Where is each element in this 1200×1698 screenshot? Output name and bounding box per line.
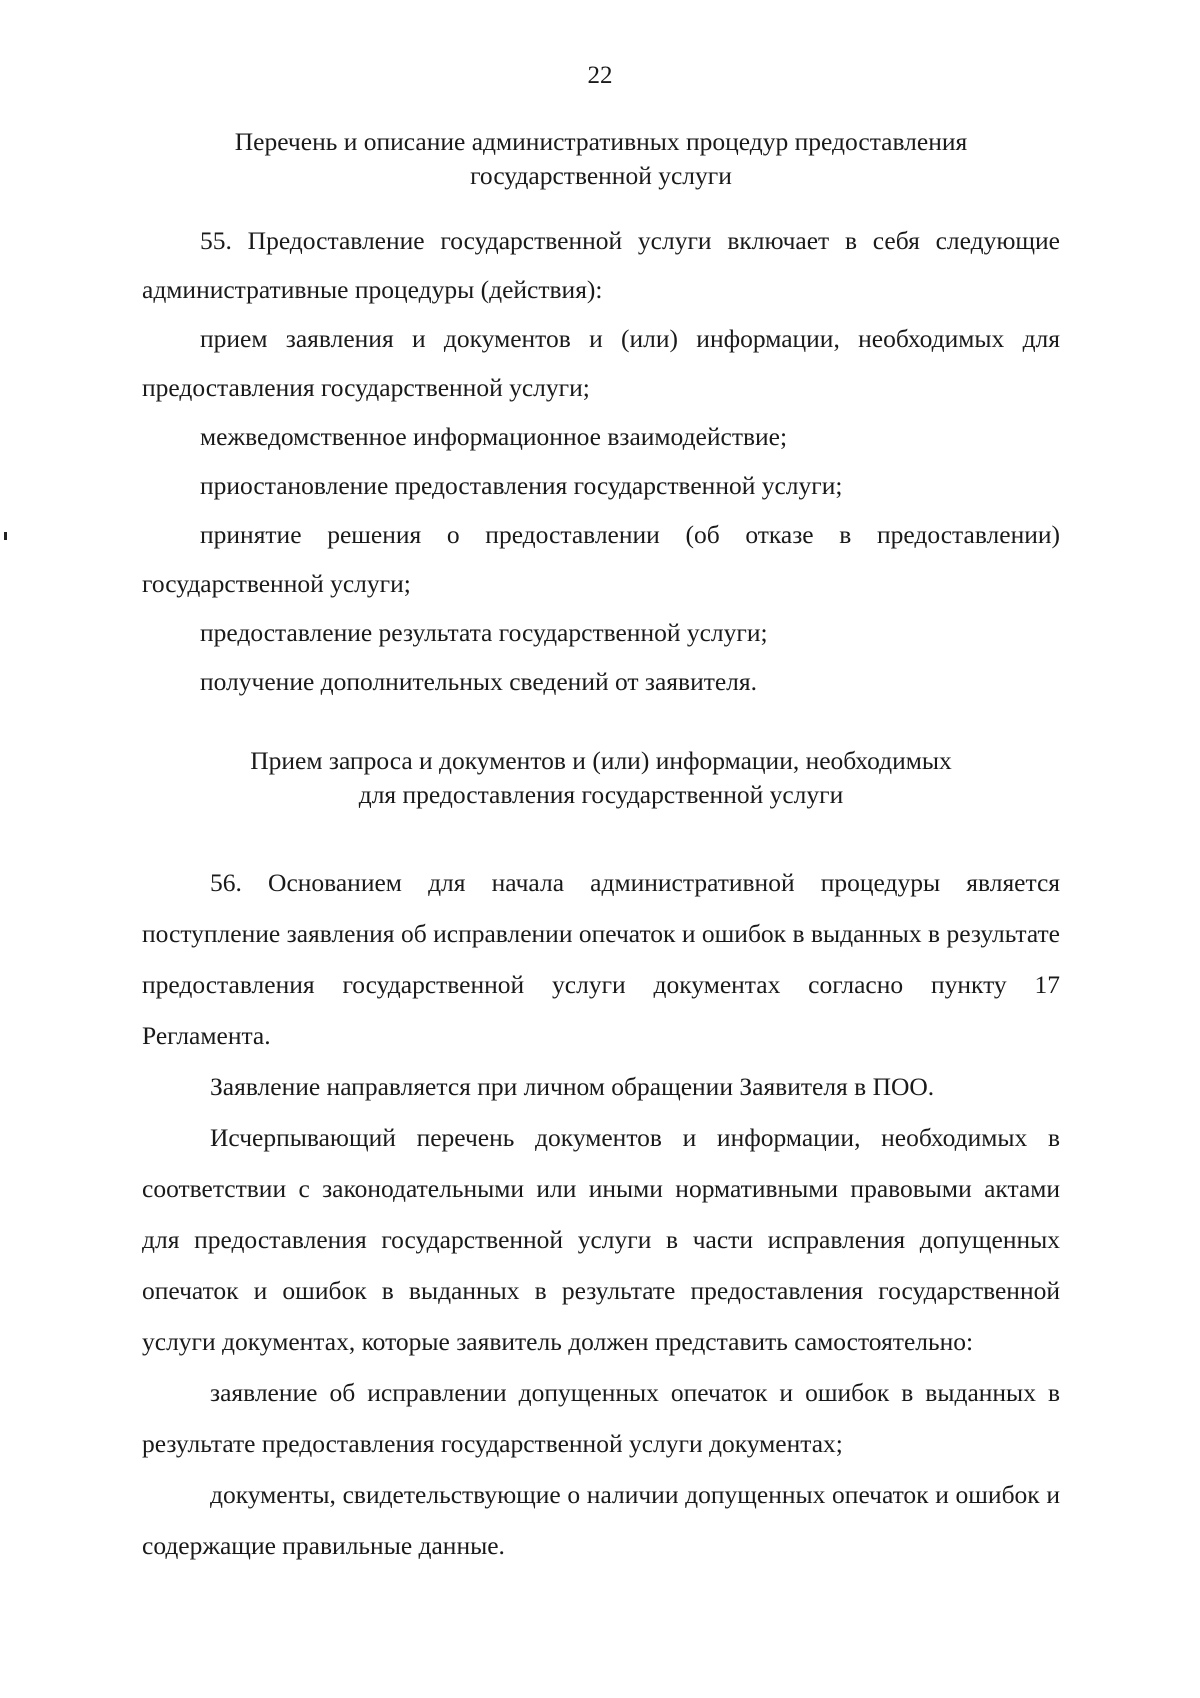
- list-item: получение дополнительных сведений от заявителя.: [200, 667, 758, 696]
- heading-line: Прием запроса и документов и (или) информации, необходимых: [250, 746, 952, 775]
- list-item: предоставление результата государственной услуги;: [200, 618, 768, 647]
- list-item: документы, свидетельствующие о наличии допущенных опечаток и ошибок и содержащие правильные данные.: [142, 1480, 1060, 1560]
- section-56: [142, 857, 1060, 1571]
- section-heading-procedures: [145, 125, 1057, 193]
- heading-line: государственной услуги: [470, 161, 732, 190]
- section-55: [142, 216, 1060, 706]
- list-item: принятие решения о предоставлении (об отказе в предоставлении) государственной услуги;: [142, 520, 1060, 598]
- list-item: межведомственное информационное взаимодействие;: [200, 422, 788, 451]
- heading-line: Перечень и описание административных процедур предоставления: [234, 127, 968, 156]
- paragraph-55-intro: 55. Предоставление государственной услуги включает в себя следующие административные процедуры (действия):: [142, 226, 1060, 304]
- list-item: заявление об исправлении допущенных опечаток и ошибок в выданных в результате предоставления государственной услуги документах;: [142, 1378, 1060, 1458]
- list-item: приостановление предоставления государственной услуги;: [200, 471, 843, 500]
- paragraph-56-basis: 56. Основанием для начала административной процедуры является поступление заявления об исправлении опечаток и ошибок в выданных в результате предоставления государственной услуги документах согласно пункту 17 Регламента.: [142, 868, 1060, 1050]
- page-number: 22: [587, 62, 613, 89]
- heading-line: для предоставления государственной услуги: [358, 780, 844, 809]
- scan-margin-mark: [4, 532, 7, 540]
- list-item: прием заявления и документов и (или) информации, необходимых для предоставления государственной услуги;: [142, 324, 1060, 402]
- section-heading-request-intake: [145, 744, 1057, 812]
- paragraph-submission: Заявление направляется при личном обращении Заявителя в ПОО.: [210, 1072, 935, 1101]
- paragraph-documents-list-intro: Исчерпывающий перечень документов и информации, необходимых в соответствии с законодательными или иными нормативными правовыми актами для предоставления государственной услуги в части исправления допущенных опечаток и ошибок в выданных в результате предоставления государственной услуги документах, которые заявитель должен представить самостоятельно:: [142, 1123, 1060, 1356]
